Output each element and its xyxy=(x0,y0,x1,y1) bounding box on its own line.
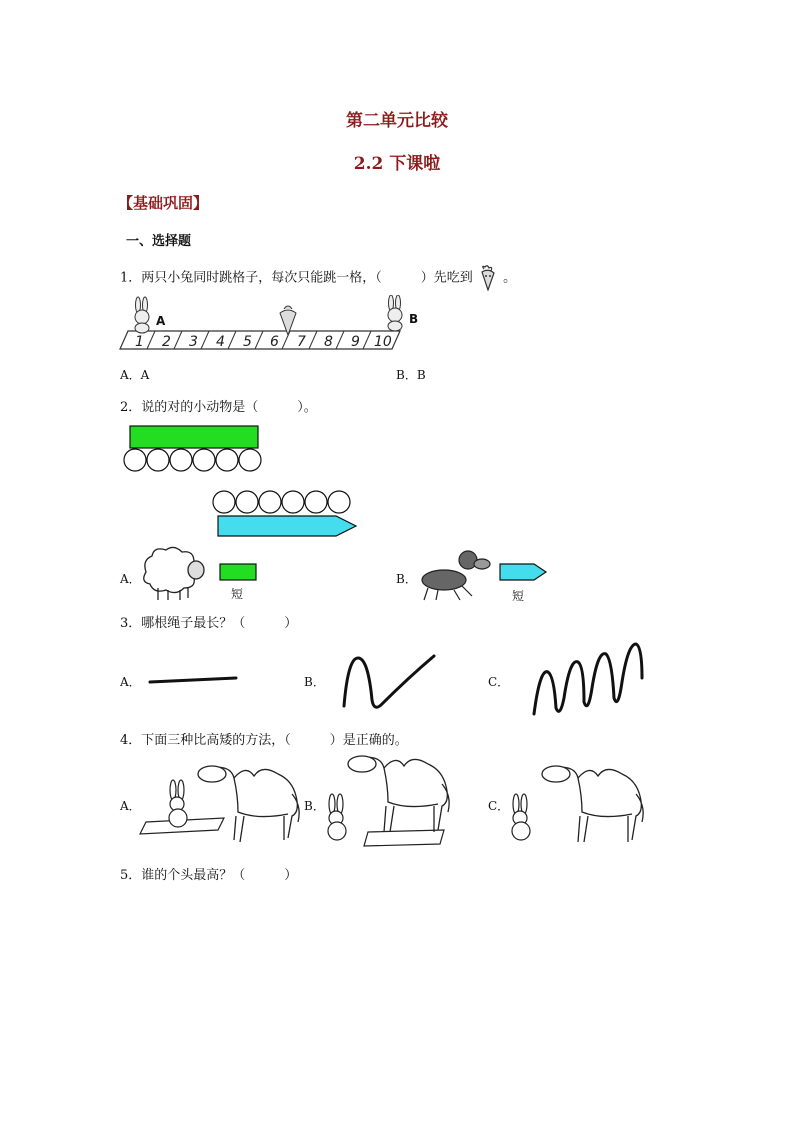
q4-option-a-figure xyxy=(138,756,308,846)
question-2: 2．说的对的小动物是（ ）。 xyxy=(120,400,317,415)
bead-bar-figure xyxy=(118,422,368,544)
speech-label-a: 短 xyxy=(231,587,244,601)
speech-label-b: 短 xyxy=(512,589,525,603)
q2-option-b[interactable]: B． xyxy=(396,572,417,586)
camel-icon xyxy=(348,756,449,832)
grid-number: 1 xyxy=(135,334,144,350)
speech-bar-green xyxy=(220,564,256,580)
q2-option-b-figure xyxy=(416,544,556,604)
q3-option-a[interactable]: A． xyxy=(120,675,141,689)
sheep-icon xyxy=(144,547,204,600)
block-under-camel xyxy=(364,830,444,846)
q1-option-b[interactable]: B．B xyxy=(396,368,426,382)
grid-number: 10 xyxy=(374,334,392,350)
part-heading: 一、选择题 xyxy=(126,234,192,249)
q4-option-c-figure xyxy=(506,756,654,846)
hopscotch-figure xyxy=(118,295,418,357)
section-heading: 【基础巩固】 xyxy=(118,194,209,212)
q2-option-a[interactable]: A． xyxy=(120,572,141,586)
dog-icon xyxy=(422,551,490,600)
q4-option-b-figure xyxy=(320,752,470,852)
question-3: 3．哪根绳子最长？（ ） xyxy=(120,616,298,631)
q4-option-a[interactable]: A． xyxy=(120,799,141,813)
question-1-text: 1．两只小兔同时跳格子，每次只能跳一格，（ ）先吃到 xyxy=(120,270,473,286)
question-1-end: 。 xyxy=(503,270,517,286)
q1-option-a[interactable]: A．A xyxy=(120,368,150,382)
cyan-bar xyxy=(218,516,356,536)
grid-number: 6 xyxy=(270,334,279,350)
bead-row-top xyxy=(124,449,261,471)
speech-bar-cyan xyxy=(500,564,546,580)
q3-option-b[interactable]: B． xyxy=(304,675,325,689)
question-1 xyxy=(120,265,516,291)
rope-c xyxy=(530,638,648,718)
q3-option-c[interactable]: C． xyxy=(488,675,510,689)
q4-option-c[interactable]: C． xyxy=(488,799,510,813)
rabbit-icon xyxy=(169,780,187,827)
carrot-icon xyxy=(477,265,499,291)
rabbit-b-label: B xyxy=(409,312,418,326)
rabbit-icon xyxy=(388,295,402,331)
grid-number: 8 xyxy=(324,334,333,350)
grid-number: 3 xyxy=(189,334,198,350)
rabbit-icon xyxy=(328,794,346,840)
grid-number: 4 xyxy=(216,334,225,350)
bead-row-bottom xyxy=(213,491,350,513)
rope-b xyxy=(338,650,440,712)
q2-option-a-figure xyxy=(138,542,268,604)
grid-number: 5 xyxy=(243,334,252,350)
grid-number: 2 xyxy=(162,334,171,350)
green-bar xyxy=(130,426,258,448)
q4-option-b[interactable]: B． xyxy=(304,799,325,813)
rabbit-icon xyxy=(135,297,149,333)
question-5: 5．谁的个头最高？（ ） xyxy=(120,868,298,883)
page-subtitle: 2.2 下课啦 xyxy=(353,154,441,174)
question-4: 4．下面三种比高矮的方法，（ ）是正确的。 xyxy=(120,733,408,748)
rabbit-a-label: A xyxy=(156,314,166,328)
camel-icon xyxy=(542,766,643,842)
rabbit-icon xyxy=(512,794,530,840)
page-title: 第二单元比较 xyxy=(346,111,448,131)
rope-a xyxy=(146,672,241,688)
grid-number: 7 xyxy=(297,334,306,350)
grid-number: 9 xyxy=(351,334,360,350)
